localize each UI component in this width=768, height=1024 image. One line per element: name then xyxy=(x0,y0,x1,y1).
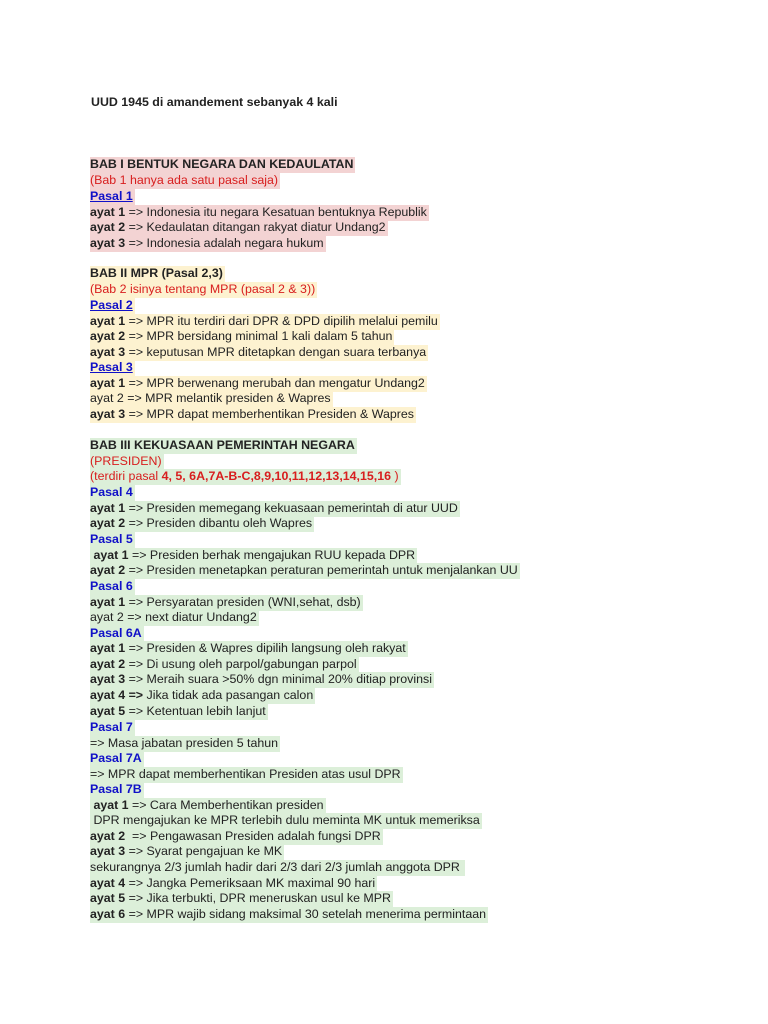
pasal7a-text: => MPR dapat memberhentikan Presiden atas usul DPR xyxy=(90,767,401,781)
pasal7b-ayat-3: ayat 3 => Syarat pengajuan ke MK xyxy=(90,844,283,858)
bab3-note-pasal-list: (terdiri pasal 4, 5, 6A,7A-B-C,8,9,10,11,12,13,14,15,16 ) xyxy=(90,469,399,483)
pasal5-label: Pasal 5 xyxy=(90,532,133,546)
bab2-pasal3-ayat-3: ayat 3 => MPR dapat memberhentikan Presiden & Wapres xyxy=(90,407,414,421)
bab3-heading: BAB III KEKUASAAN PEMERINTAH NEGARA xyxy=(90,438,355,452)
pasal6a-label: Pasal 6A xyxy=(90,626,142,640)
pasal7b-label: Pasal 7B xyxy=(90,782,142,796)
bab2-pasal2-link[interactable]: Pasal 2 xyxy=(90,298,133,312)
pasal7a-label: Pasal 7A xyxy=(90,751,142,765)
pasal6a-ayat-1: ayat 1 => Presiden & Wapres dipilih langsung oleh rakyat xyxy=(90,641,406,655)
pasal7b-ayat-2: ayat 2 => Pengawasan Presiden adalah fungsi DPR xyxy=(90,829,381,843)
pasal5-ayat-2: ayat 2 => Presiden menetapkan peraturan pemerintah untuk menjalankan UU xyxy=(90,563,518,577)
bab2-pasal2-ayat-3: ayat 3 => keputusan MPR ditetapkan dengan suara terbanya xyxy=(90,345,427,359)
pasal4-ayat-1: ayat 1 => Presiden memegang kekuasaan pemerintah di atur UUD xyxy=(90,501,458,515)
pasal7b-ayat-1: ayat 1 => Cara Memberhentikan presiden xyxy=(90,798,324,812)
pasal7b-line-2: DPR mengajukan ke MPR terlebih dulu meminta MK untuk memeriksa xyxy=(90,813,480,827)
pasal6-label: Pasal 6 xyxy=(90,579,133,593)
pasal5-ayat-1: ayat 1 => Presiden berhak mengajukan RUU kepada DPR xyxy=(90,548,416,562)
pasal6-ayat-1: ayat 1 => Persyaratan presiden (WNI,sehat, dsb) xyxy=(90,595,361,609)
bab1-ayat-2: ayat 2 => Kedaulatan ditangan rakyat diatur Undang2 xyxy=(90,220,386,234)
bab1-ayat-3: ayat 3 => Indonesia adalah negara hukum xyxy=(90,236,324,250)
pasal6a-ayat-2: ayat 2 => Di usung oleh parpol/gabungan parpol xyxy=(90,657,357,671)
bab2-pasal3-ayat-2: ayat 2 => MPR melantik presiden & Wapres xyxy=(90,391,331,405)
bab2-pasal3-ayat-1: ayat 1 => MPR berwenang merubah dan mengatur Undang2 xyxy=(90,376,425,390)
pasal4-label: Pasal 4 xyxy=(90,485,133,499)
bab1-note: (Bab 1 hanya ada satu pasal saja) xyxy=(90,173,279,187)
pasal6a-ayat-5: ayat 5 => Ketentuan lebih lanjut xyxy=(90,704,266,718)
bab2-pasal2-ayat-2: ayat 2 => MPR bersidang minimal 1 kali dalam 5 tahun xyxy=(90,329,393,343)
pasal7b-line-5: sekurangnya 2/3 jumlah hadir dari 2/3 dari 2/3 jumlah anggota DPR xyxy=(90,860,464,874)
pasal7b-ayat-6: ayat 6 => MPR wajib sidang maksimal 30 setelah menerima permintaan xyxy=(90,907,487,921)
bab3-note-presiden: (PRESIDEN) xyxy=(90,454,162,468)
bab2-pasal2-ayat-1: ayat 1 => MPR itu terdiri dari DPR & DPD dipilih melalui pemilu xyxy=(90,314,438,328)
bab1-pasal1-link[interactable]: Pasal 1 xyxy=(90,189,133,203)
bab2-note: (Bab 2 isinya tentang MPR (pasal 2 & 3)) xyxy=(90,282,316,296)
pasal7b-ayat-5: ayat 5 => Jika terbukti, DPR meneruskan usul ke MPR xyxy=(90,891,391,905)
pasal7-label: Pasal 7 xyxy=(90,720,133,734)
bab2-heading: BAB II MPR (Pasal 2,3) xyxy=(90,266,223,280)
bab1-heading: BAB I BENTUK NEGARA DAN KEDAULATAN xyxy=(90,157,354,171)
bab1-ayat-1: ayat 1 => Indonesia itu negara Kesatuan bentuknya Republik xyxy=(90,205,427,219)
pasal4-ayat-2: ayat 2 => Presiden dibantu oleh Wapres xyxy=(90,516,313,530)
document-title: UUD 1945 di amandement sebanyak 4 kali xyxy=(91,95,338,109)
pasal7-text: => Masa jabatan presiden 5 tahun xyxy=(90,736,279,750)
pasal6a-ayat-4: ayat 4 => Jika tidak ada pasangan calon xyxy=(90,688,314,702)
pasal7b-ayat-4: ayat 4 => Jangka Pemeriksaan MK maximal 90 hari xyxy=(90,876,376,890)
pasal6a-ayat-3: ayat 3 => Meraih suara >50% dgn minimal 20% ditiap provinsi xyxy=(90,672,432,686)
bab2-pasal3-link[interactable]: Pasal 3 xyxy=(90,360,133,374)
pasal6-ayat-2: ayat 2 => next diatur Undang2 xyxy=(90,610,257,624)
